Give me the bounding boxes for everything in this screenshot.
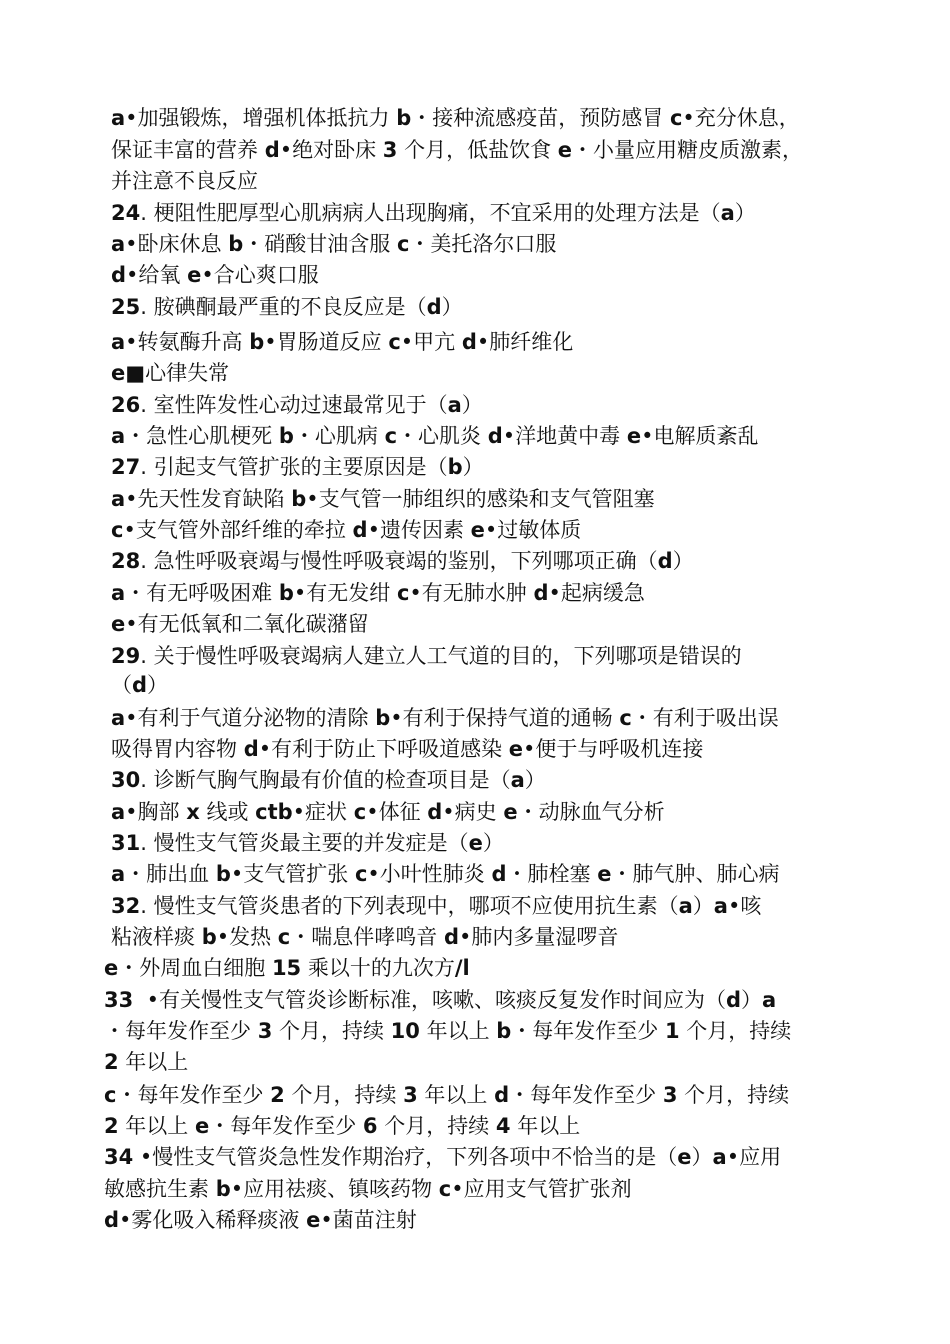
question-line: 30. 诊断气胸气胸最有价值的检查项目是（a） <box>111 768 546 792</box>
text-line: 吸得胃内容物 d•有利于防止下呼吸道感染 e•便于与呼吸机连接 <box>111 737 704 761</box>
text-line: 2 年以上 e・每年发作至少 6 个月，持续 4 年以上 <box>104 1114 581 1138</box>
text-line: c・每年发作至少 2 个月，持续 3 年以上 d・每年发作至少 3 个月，持续 <box>104 1083 790 1107</box>
question-line: 26. 室性阵发性心动过速最常见于（a） <box>111 393 483 417</box>
question-line: 24. 梗阻性肥厚型心肌病病人出现胸痛，不宜采用的处理方法是（a） <box>111 201 756 225</box>
text-line: a•转氨酶升高 b•胃肠道反应 c•甲亢 d•肺纤维化 <box>111 330 574 354</box>
text-line: a・急性心肌梗死 b・心肌病 c・心肌炎 d•洋地黄中毒 e•电解质紊乱 <box>111 424 759 448</box>
question-line: 25. 胺碘酮最严重的不良反应是（d） <box>111 295 463 319</box>
question-line: 32. 慢性支气管炎患者的下列表现中，哪项不应使用抗生素（a）a•咳 <box>111 894 762 918</box>
text-line: c•支气管外部纤维的牵拉 d•遗传因素 e•过敏体质 <box>111 518 582 542</box>
text-line: （d） <box>111 673 169 697</box>
question-line: 27. 引起支气管扩张的主要原因是（b） <box>111 455 484 479</box>
text-line: a•加强锻炼，增强机体抵抗力 b・接种流感疫苗，预防感冒 c•充分休息， <box>111 106 800 130</box>
question-line: 29. 关于慢性呼吸衰竭病人建立人工气道的目的，下列哪项是错误的 <box>111 644 742 668</box>
text-line: a・有无呼吸困难 b•有无发绀 c•有无肺水肿 d•起病缓急 <box>111 581 645 605</box>
text-line: e•有无低氧和二氧化碳潴留 <box>111 612 369 636</box>
text-line: d•雾化吸入稀释痰液 e•菌苗注射 <box>104 1208 417 1232</box>
text-line: a•卧床休息 b・硝酸甘油含服 c・美托洛尔口服 <box>111 232 557 256</box>
text-line: e■心律失常 <box>111 361 230 385</box>
question-line: 34 •慢性支气管炎急性发作期治疗，下列各项中不恰当的是（e）a•应用 <box>104 1145 782 1169</box>
question-line: 28. 急性呼吸衰竭与慢性呼吸衰竭的鉴别，下列哪项正确（d） <box>111 549 694 573</box>
text-line: a•有利于气道分泌物的清除 b•有利于保持气道的通畅 c・有利于吸出误 <box>111 706 779 730</box>
text-line: ・每年发作至少 3 个月，持续 10 年以上 b・每年发作至少 1 个月，持续 <box>104 1019 792 1043</box>
text-line: d•给氧 e•合心爽口服 <box>111 263 319 287</box>
text-line: a•胸部 x 线或 ctb•症状 c•体征 d•病史 e・动脉血气分析 <box>111 800 665 824</box>
text-line: 2 年以上 <box>104 1050 189 1074</box>
text-line: a•先天性发育缺陷 b•支气管一肺组织的感染和支气管阻塞 <box>111 487 655 511</box>
question-line: 31. 慢性支气管炎最主要的并发症是（e） <box>111 831 504 855</box>
text-line: 保证丰富的营养 d•绝对卧床 3 个月，低盐饮食 e・小量应用糖皮质激素， <box>111 138 804 162</box>
question-line: 33 •有关慢性支气管炎诊断标准，咳嗽、咳痰反复发作时间应为（d）a <box>104 988 777 1012</box>
text-line: a・肺出血 b•支气管扩张 c•小叶性肺炎 d・肺栓塞 e・肺气肿、肺心病 <box>111 862 780 886</box>
text-line: 敏感抗生素 b•应用祛痰、镇咳药物 c•应用支气管扩张剂 <box>104 1177 632 1201</box>
text-line: 粘液样痰 b•发热 c・喘息伴哮鸣音 d•肺内多量湿啰音 <box>111 925 619 949</box>
text-line: 并注意不良反应 <box>111 169 258 193</box>
text-line: e・外周血白细胞 15 乘以十的九次方/l <box>104 956 470 980</box>
